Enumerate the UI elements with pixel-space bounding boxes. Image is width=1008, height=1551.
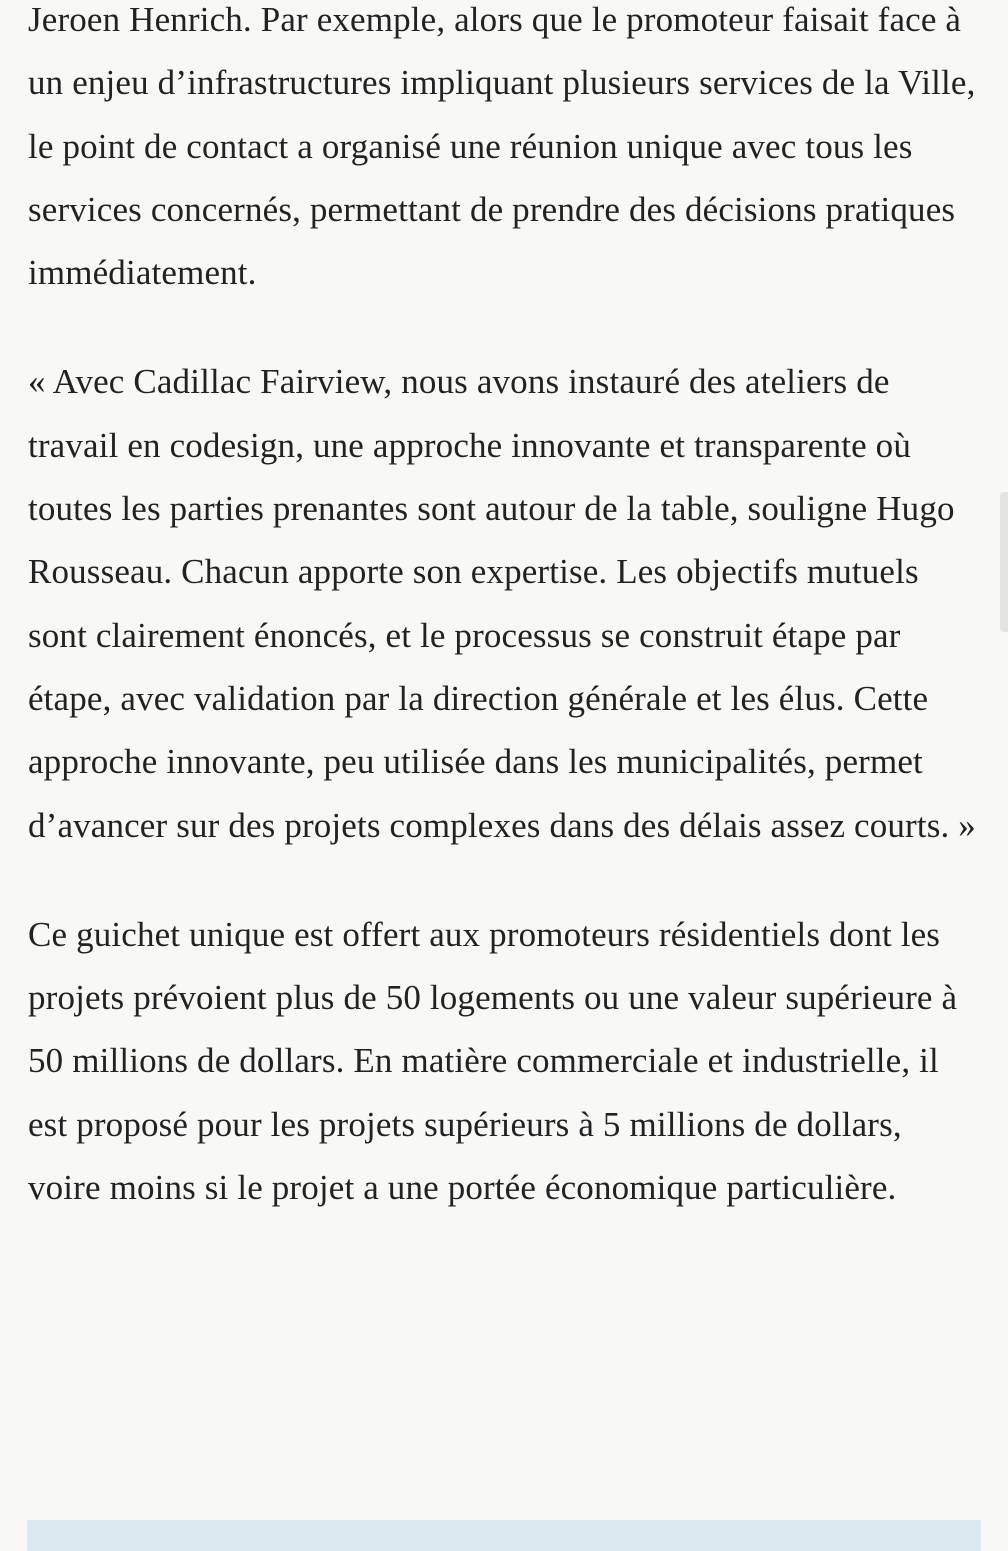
article-body [28, 0, 983, 1265]
info-box [27, 1520, 981, 1551]
paragraph-rousseau-quote: « Avec Cadillac Fairview, nous avons instauré des ateliers de travail en codesign, une approche innovante et transparente où toutes les parties prenantes sont autour de la table, souligne Hugo Rousseau. Chacun apporte son expertise. Les objectifs mutuels sont clairement énoncés, et le processus se construit étape par étape, avec validation par la direction générale et les élus. Cette approche innovante, peu utilisée dans les municipalités, permet d’avancer sur des projets complexes dans des délais assez courts. » [28, 362, 976, 845]
scrollbar-thumb[interactable] [1000, 492, 1008, 632]
paragraph-guichet-unique: Ce guichet unique est offert aux promoteurs résidentiels dont les projets prévoient plus de 50 logements ou une valeur supérieure à 50 millions de dollars. En matière commerciale et industrielle, il est proposé pour les projets supérieurs à 5 millions de dollars, voire moins si le projet a une portée économique particulière. [28, 914, 958, 1208]
paragraph-henrich-example: Jeroen Henrich. Par exemple, alors que le promoteur faisait face à un enjeu d’infrastructures impliquant plusieurs services de la Ville, le point de contact a organisé une réunion unique avec tous les services concernés, permettant de prendre des décisions pratiques immédiatement. [28, 0, 976, 293]
